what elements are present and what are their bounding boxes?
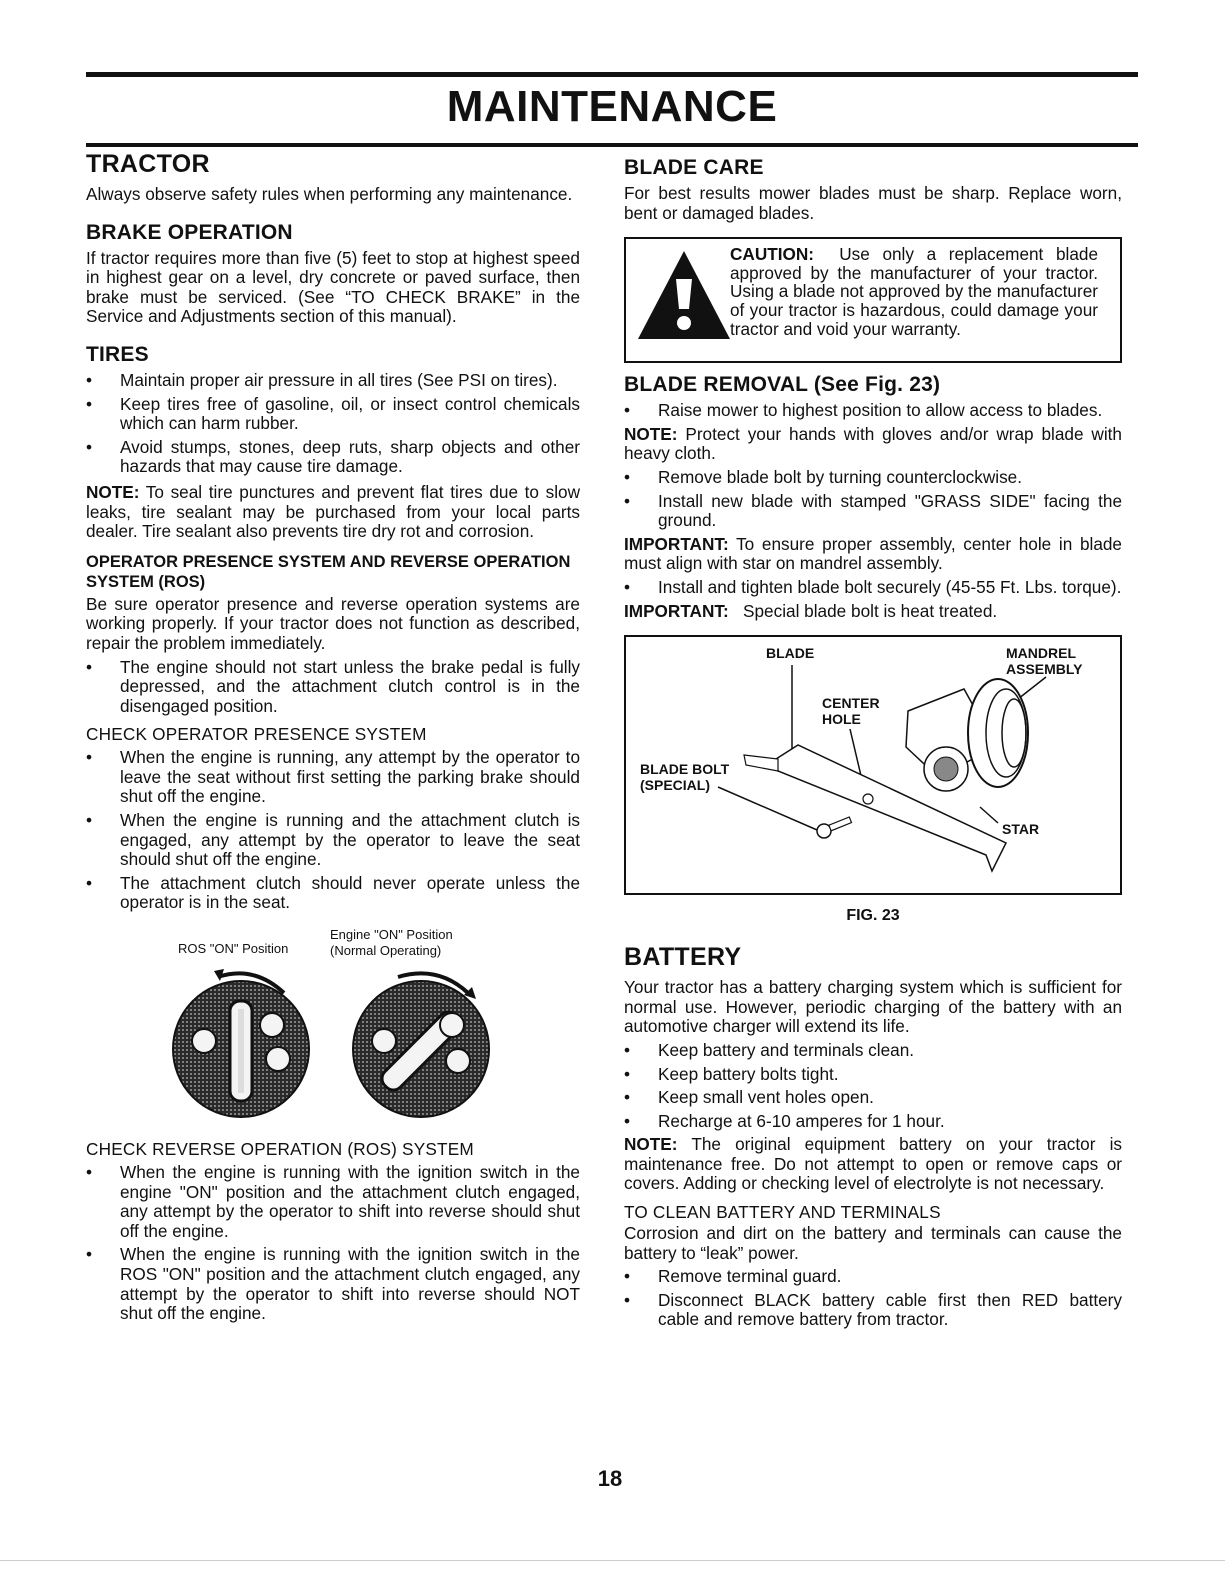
check-ros-heading: CHECK REVERSE OPERATION (ROS) SYSTEM <box>86 1139 474 1160</box>
battery-list <box>624 1041 1122 1131</box>
caution-text: Use only a replacement blade approved by the manufacturer of your tractor. Using a blade not approved by the manufacturer of your tractor is hazardous, could damage your tractor and void your warranty. <box>730 244 1098 339</box>
list-item: • The engine should not start unless the brake pedal is fully depressed, and the attachment clutch control is in the disengaged position. <box>86 658 580 717</box>
ros-on-label: ROS "ON" Position <box>178 941 289 957</box>
list-item: • Install and tighten blade bolt securely (45-55 Ft. Lbs. torque). <box>624 578 1122 598</box>
list-item: • Remove blade bolt by turning counterclockwise. <box>624 468 1122 488</box>
list-item: • Recharge at 6-10 amperes for 1 hour. <box>624 1112 1122 1132</box>
mandrel-label: MANDREL <box>1006 645 1076 662</box>
battery-heading: BATTERY <box>624 943 742 972</box>
removal-note <box>624 425 1122 464</box>
important-text: Special blade bolt is heat treated. <box>743 600 998 621</box>
list-item: • Keep tires free of gasoline, oil, or insect control chemicals which can harm rubber. <box>86 395 580 434</box>
note-label: NOTE: <box>86 481 140 502</box>
note-label: NOTE: <box>624 423 678 444</box>
special-label: (SPECIAL) <box>640 777 710 794</box>
page-number: 18 <box>597 1466 623 1491</box>
check-ops-heading: CHECK OPERATOR PRESENCE SYSTEM <box>86 724 427 745</box>
list-item: • Keep small vent holes open. <box>624 1088 1122 1108</box>
caution-text-block <box>730 245 1098 338</box>
check-ros-list <box>86 1163 580 1324</box>
list-item: • Keep battery and terminals clean. <box>624 1041 1122 1061</box>
check-ops-list <box>86 748 580 913</box>
removal-list-3 <box>624 578 1122 598</box>
list-item: • Remove terminal guard. <box>624 1267 1122 1287</box>
assembly-label: ASSEMBLY <box>1006 661 1083 678</box>
blade-bolt-label: BLADE BOLT <box>640 761 730 778</box>
tires-list <box>86 371 580 477</box>
top-rule <box>86 72 1138 77</box>
important-text: To ensure proper assembly, center hole in blade must align with star on mandrel assembly. <box>624 533 1122 574</box>
list-item: • Avoid stumps, stones, deep ruts, sharp objects and other hazards that may cause tire damage. <box>86 438 580 477</box>
list-item: • The attachment clutch should never operate unless the operator is in the seat. <box>86 874 580 913</box>
blade-diagram-icon <box>626 637 1120 889</box>
clean-battery-list <box>624 1267 1122 1330</box>
engine-on-label: Engine "ON" Position <box>330 927 453 943</box>
warning-icon <box>634 245 734 345</box>
note-label: NOTE: <box>624 1134 678 1155</box>
list-item: • Maintain proper air pressure in all tires (See PSI on tires). <box>86 371 580 391</box>
important-note-2 <box>624 602 1122 622</box>
tires-heading: TIRES <box>86 342 149 366</box>
battery-note <box>624 1135 1122 1194</box>
list-item: • When the engine is running and the attachment clutch is engaged, any attempt by the operator to leave the seat should shut off the engine. <box>86 811 580 870</box>
note-text: Protect your hands with gloves and/or wrap blade with heavy cloth. <box>624 423 1122 464</box>
important-note-1 <box>624 535 1122 574</box>
note-text: To seal tire punctures and prevent flat tires due to slow leaks, tire sealant may be purchased from your local parts dealer. Tire sealant also prevents tire dry rot and corrosion. <box>86 481 580 542</box>
list-item: • Install new blade with stamped "GRASS SIDE" facing the ground. <box>624 492 1122 531</box>
ignition-switch-figure <box>86 921 580 1131</box>
hole-label: HOLE <box>822 711 861 728</box>
center-label: CENTER <box>822 695 880 712</box>
right-column <box>624 156 1122 1334</box>
ops-text: Be sure operator presence and reverse operation systems are working properly. If your tractor does not function as described, repair the problem immediately. <box>86 593 580 653</box>
note-text: The original equipment battery on your tractor is maintenance free. Do not attempt to open or remove caps or covers. Adding or checking level of electrolyte is not necessary. <box>624 1134 1122 1194</box>
figure-23 <box>624 635 1122 895</box>
caution-box <box>624 237 1122 363</box>
ignition-switch-icon <box>86 921 580 1131</box>
blade-label: BLADE <box>766 645 815 662</box>
list-item: • Raise mower to highest position to allow access to blades. <box>624 401 1122 421</box>
ops-list <box>86 658 580 717</box>
important-label: IMPORTANT: <box>624 600 729 621</box>
normal-operating-label: (Normal Operating) <box>330 943 442 959</box>
blade-care-heading: BLADE CARE <box>624 156 764 179</box>
figure-caption: FIG. 23 <box>846 907 900 925</box>
ops-heading: OPERATOR PRESENCE SYSTEM AND REVERSE OPERATION SYSTEM (ROS) <box>86 552 571 591</box>
clean-battery-heading: TO CLEAN BATTERY AND TERMINALS <box>624 1202 941 1223</box>
tires-note <box>86 483 580 542</box>
clean-battery-text: Corrosion and dirt on the battery and terminals can cause the battery to “leak” power. <box>624 1223 1122 1263</box>
caution-label: CAUTION: <box>730 244 815 265</box>
blade-care-text: For best results mower blades must be sharp. Replace worn, bent or damaged blades. <box>624 183 1122 223</box>
blade-removal-heading: BLADE REMOVAL (See Fig. 23) <box>624 373 941 397</box>
removal-list-1 <box>624 401 1122 421</box>
star-label: STAR <box>1002 821 1040 838</box>
tractor-heading: TRACTOR <box>86 150 210 178</box>
left-column <box>86 150 580 1328</box>
list-item: • Disconnect BLACK battery cable first then RED battery cable and remove battery from tractor. <box>624 1291 1122 1330</box>
list-item: • Keep battery bolts tight. <box>624 1065 1122 1085</box>
brake-heading: BRAKE OPERATION <box>86 220 293 244</box>
page-title: MAINTENANCE <box>446 82 778 131</box>
brake-text: If tractor requires more than five (5) feet to stop at highest speed in highest gear on a level, dry concrete or paved surface, then brake must be serviced. (See “TO CHECK BRAKE” in the Service and Adjustments section of this manual). <box>86 247 580 327</box>
list-item: • When the engine is running, any attempt by the operator to leave the seat without first setting the parking brake should shut off the engine. <box>86 748 580 807</box>
list-item: • When the engine is running with the ignition switch in the ROS "ON" position and the attachment clutch engaged, any attempt by the operator to shift into reverse should NOT shut off the engine. <box>86 1245 580 1323</box>
bottom-divider <box>0 1560 1225 1561</box>
tractor-intro: Always observe safety rules when performing any maintenance. <box>86 184 573 204</box>
list-item: • When the engine is running with the ignition switch in the engine "ON" position and the attachment clutch engaged, any attempt by the operator to shift into reverse should shut off the engine. <box>86 1163 580 1241</box>
title-rule <box>86 143 1138 147</box>
battery-text: Your tractor has a battery charging system which is sufficient for normal use. However, periodic charging of the battery with an automotive charger will extend its life. <box>624 977 1122 1037</box>
removal-list-2 <box>624 468 1122 531</box>
important-label: IMPORTANT: <box>624 533 729 554</box>
